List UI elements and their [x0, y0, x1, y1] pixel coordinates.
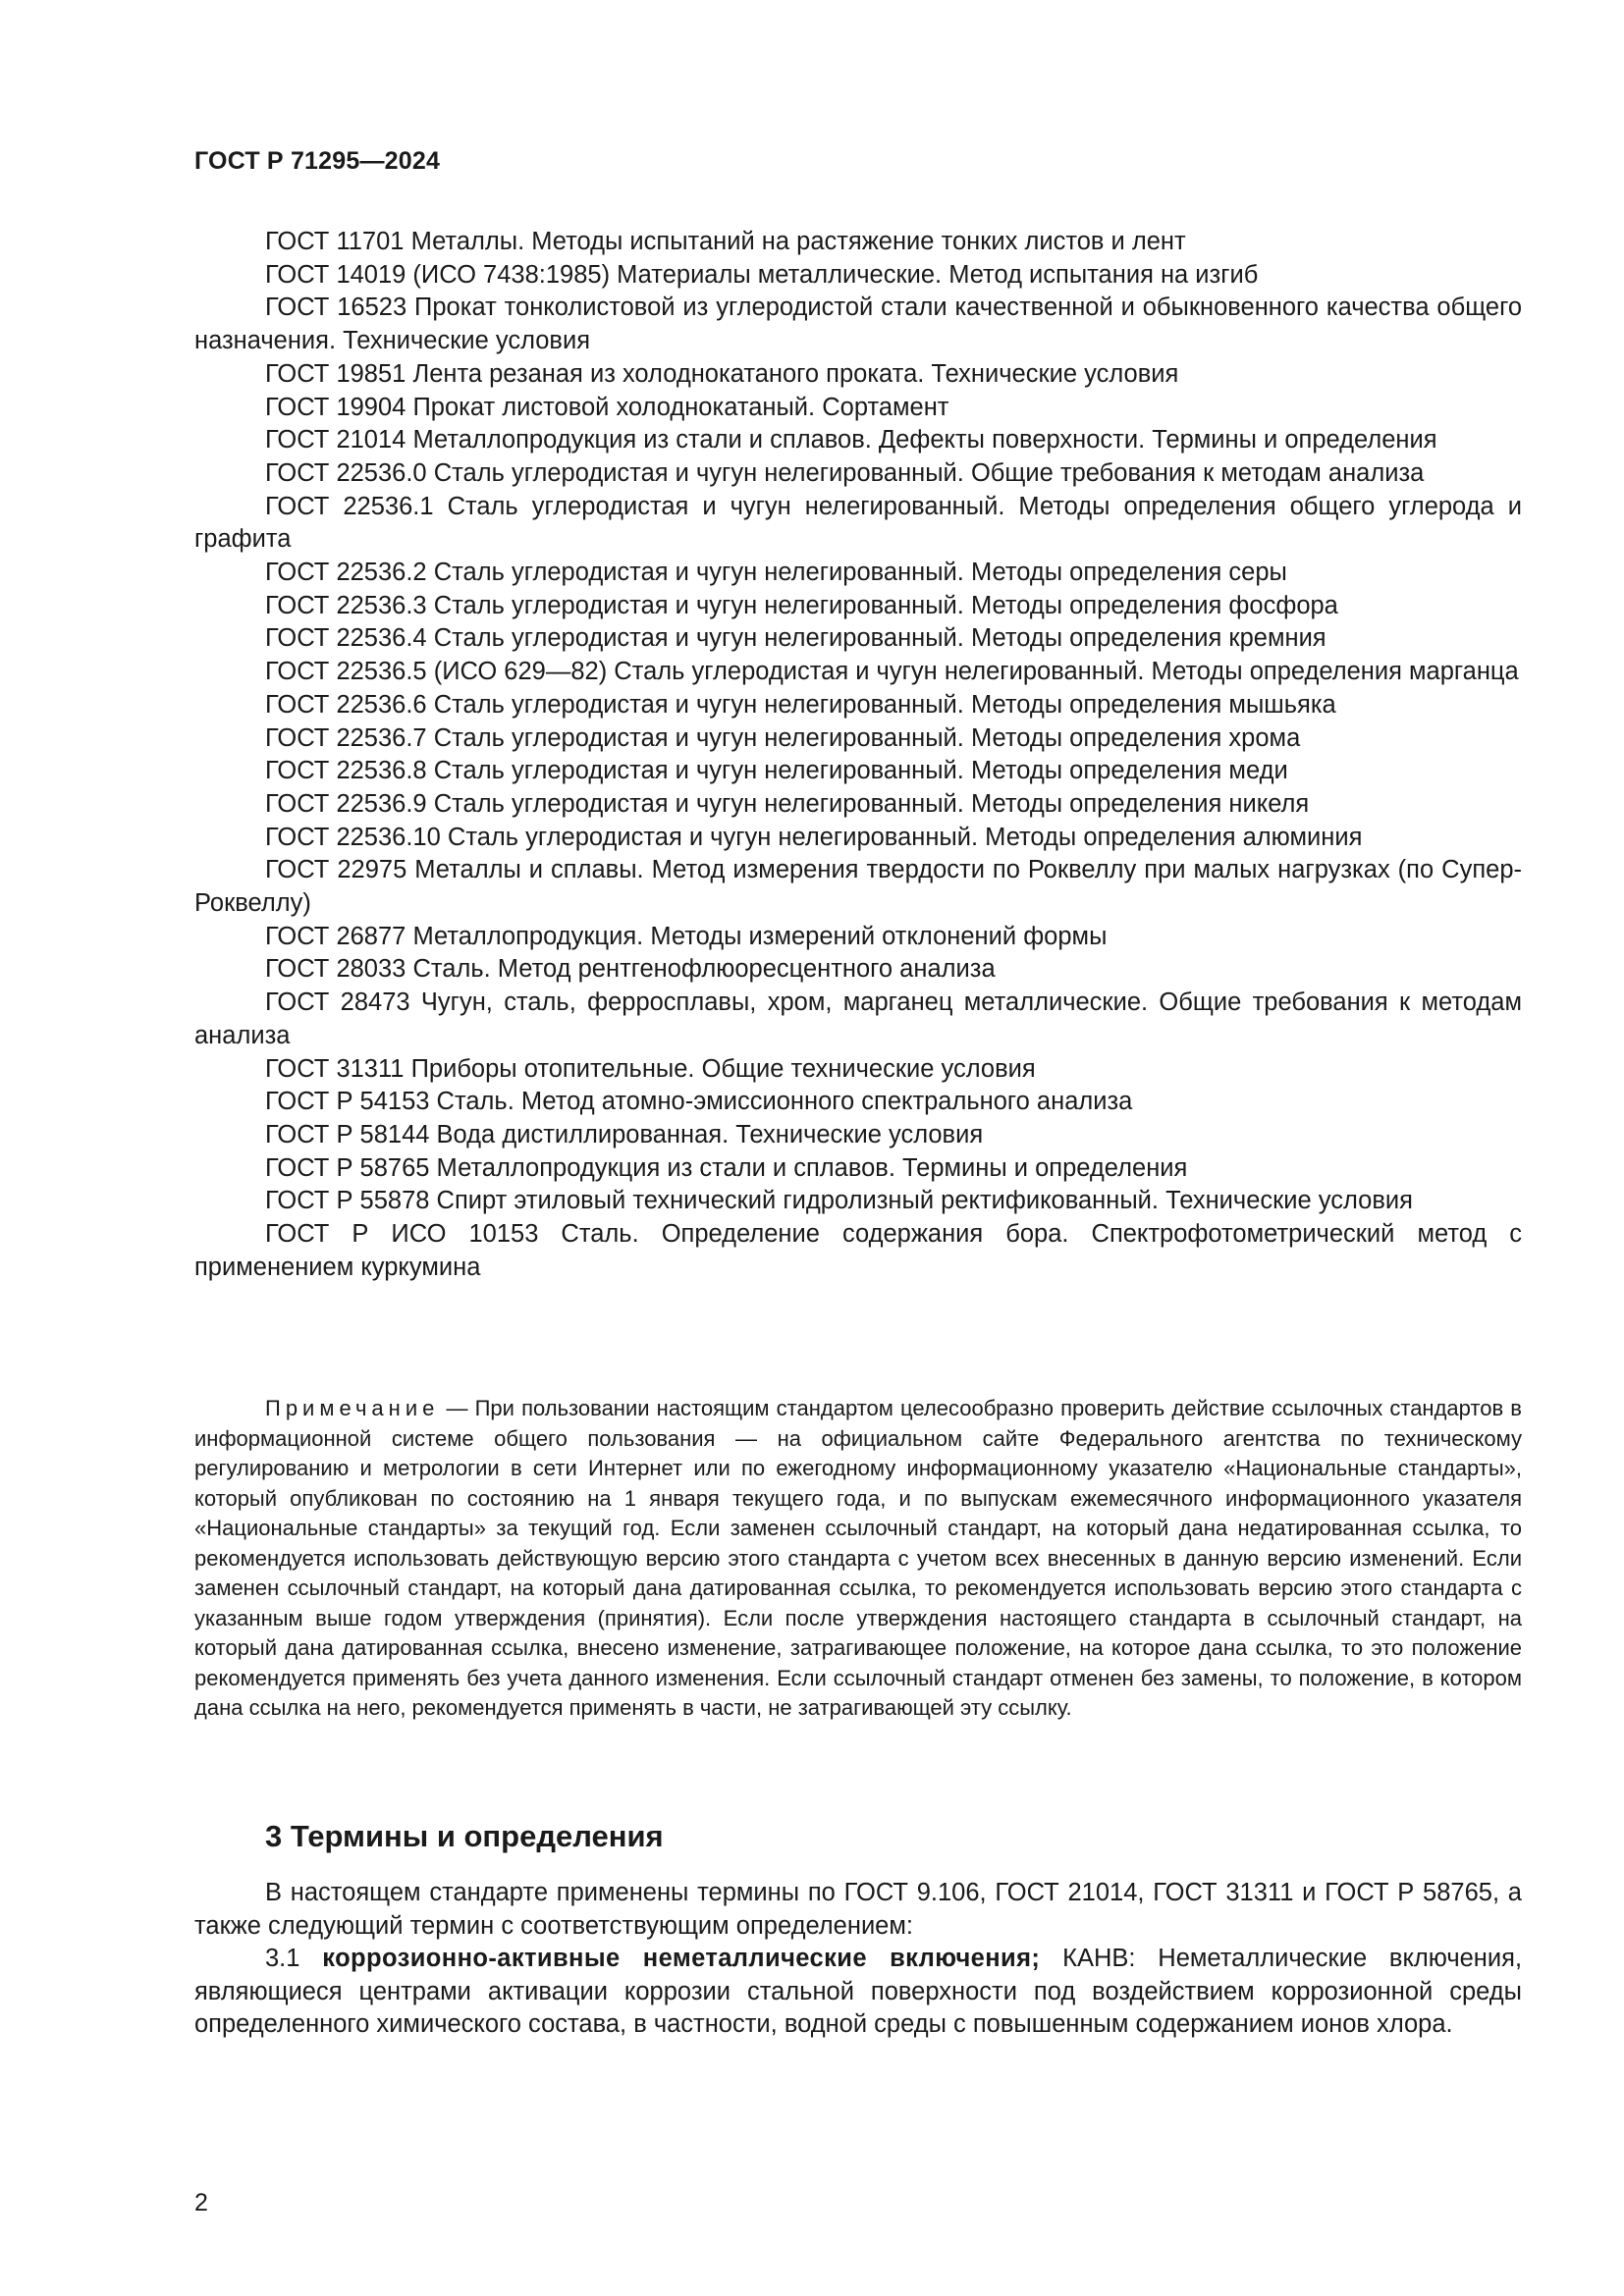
reference-item: ГОСТ 22536.3 Сталь углеродистая и чугун нелегированный. Методы определения фосфора: [265, 591, 1338, 619]
reference-list: [194, 226, 1522, 1285]
reference-item: ГОСТ 11701 Металлы. Методы испытаний на растяжение тонких листов и лент: [265, 228, 1186, 255]
reference-item: ГОСТ 22975 Металлы и сплавы. Метод измерения твердости по Роквеллу при малых нагрузках (по Супер-Роквеллу): [194, 856, 1522, 918]
note-text: — При пользовании настоящим стандартом целесообразно проверить действие ссылочных стандартов в информационной системе общего пользования — на официальном сайте Федерального агентства по техническому регулированию и метрологии в сети Интернет или по ежегодному информационному указателю «Национальные стандарты», который опубликован по состоянию на 1 января текущего года, и по выпускам ежемесячного информационного указателя «Национальные стандарты» за текущий год. Если заменен ссылочный стандарт, на который дана недатированная ссылка, то рекомендуется использовать действующую версию этого стандарта с учетом всех внесенных в данную версию изменений. Если заменен ссылочный стандарт, на который дана датированная ссылка, то рекомендуется использовать версию этого стандарта с указанным выше годом утверждения (принятия). Если после утверждения настоящего стандарта в ссылочный стандарт, на который дана датированная ссылка, внесено изменение, затрагивающее положение, на которое дана ссылка, то это положение рекомендуется применять без учета данного изменения. Если ссылочный стандарт отменен без замены, то положение, в котором дана ссылка на него, рекомендуется применять в части, не затрагивающей эту ссылку.: [194, 1396, 1522, 1720]
note-block: [194, 1394, 1522, 1724]
reference-item: ГОСТ Р ИСО 10153 Сталь. Определение содержания бора. Спектрофотометрический метод с применением куркумина: [194, 1220, 1522, 1281]
reference-item: ГОСТ Р 55878 Спирт этиловый технический гидролизный ректификованный. Технические условия: [265, 1187, 1413, 1215]
term-definition: 3.1 коррозионно-активные неметаллические включения; КАНВ: Неметаллические включения, являющиеся центрами активации коррозии стальной поверхности под воздействием коррозионной среды определенного химического состава, в частности, водной среды с повышенным содержанием ионов хлора.: [194, 1945, 1523, 2038]
reference-item: ГОСТ 19851 Лента резаная из холоднокатаного проката. Технические условия: [265, 359, 1179, 388]
reference-item: ГОСТ 22536.0 Сталь углеродистая и чугун нелегированный. Общие требования к методам анализа: [265, 458, 1425, 487]
reference-item: ГОСТ 22536.1 Сталь углеродистая и чугун нелегированный. Методы определения общего углерода и графита: [194, 492, 1522, 554]
reference-item: ГОСТ 31311 Приборы отопительные. Общие технические условия: [265, 1054, 1036, 1083]
section-intro: В настоящем стандарте применены термины по ГОСТ 9.106, ГОСТ 21014, ГОСТ 31311 и ГОСТ Р 58765, а также следующий термин с соответствующим определением:: [194, 1879, 1522, 1940]
note-label: Примечание: [265, 1396, 440, 1420]
reference-item: ГОСТ 22536.9 Сталь углеродистая и чугун нелегированный. Методы определения никеля: [265, 789, 1310, 818]
reference-item: ГОСТ 22536.6 Сталь углеродистая и чугун нелегированный. Методы определения мышьяка: [265, 690, 1336, 719]
reference-item: ГОСТ Р 54153 Сталь. Метод атомно-эмиссионного спектрального анализа: [265, 1088, 1133, 1116]
page-number: 2: [194, 2189, 208, 2216]
reference-item: ГОСТ 26877 Металлопродукция. Методы измерений отклонений формы: [265, 922, 1108, 950]
reference-item: ГОСТ 28033 Сталь. Метод рентгенофлюоресцентного анализа: [265, 955, 996, 984]
reference-item: ГОСТ 19904 Прокат листовой холоднокатаный. Сортамент: [265, 393, 949, 421]
reference-item: ГОСТ 28473 Чугун, сталь, ферросплавы, хром, марганец металлические. Общие требования к методам анализа: [194, 988, 1522, 1049]
reference-item: ГОСТ 21014 Металлопродукция из стали и сплавов. Дефекты поверхности. Термины и определения: [265, 426, 1437, 454]
reference-item: ГОСТ Р 58144 Вода дистиллированная. Технические условия: [265, 1120, 984, 1148]
reference-item: ГОСТ 22536.2 Сталь углеродистая и чугун нелегированный. Методы определения серы: [265, 559, 1287, 587]
reference-item: ГОСТ 22536.8 Сталь углеродистая и чугун нелегированный. Методы определения меди: [265, 757, 1288, 785]
reference-item: ГОСТ 16523 Прокат тонколистовой из углеродистой стали качественной и обыкновенного качества общего назначения. Технические условия: [194, 294, 1522, 355]
reference-item: ГОСТ 22536.7 Сталь углеродистая и чугун нелегированный. Методы определения хрома: [265, 723, 1301, 752]
reference-item: ГОСТ 22536.5 (ИСО 629—82) Сталь углеродистая и чугун нелегированный. Методы определения марганца: [265, 658, 1519, 686]
term-name: коррозионно-активные неметаллические включения;: [322, 1945, 1041, 1972]
section-title: 3 Термины и определения: [265, 1819, 664, 1853]
reference-item: ГОСТ 22536.4 Сталь углеродистая и чугун нелегированный. Методы определения кремния: [265, 624, 1326, 653]
reference-item: ГОСТ Р 58765 Металлопродукция из стали и сплавов. Термины и определения: [265, 1153, 1188, 1182]
section-body: [194, 1877, 1522, 2042]
reference-item: ГОСТ 14019 (ИСО 7438:1985) Материалы металлические. Метод испытания на изгиб: [265, 260, 1259, 289]
document-header: ГОСТ Р 71295—2024: [194, 147, 441, 175]
reference-item: ГОСТ 22536.10 Сталь углеродистая и чугун нелегированный. Методы определения алюминия: [265, 823, 1363, 851]
term-text: Неметаллические включения, являющиеся центрами активации коррозии стальной поверхности под воздействием коррозионной среды определенного химического состава, в частности, водной среды с повышенным содержанием ионов хлора.: [194, 1945, 1523, 2038]
term-abbr: КАНВ:: [1062, 1945, 1136, 1972]
